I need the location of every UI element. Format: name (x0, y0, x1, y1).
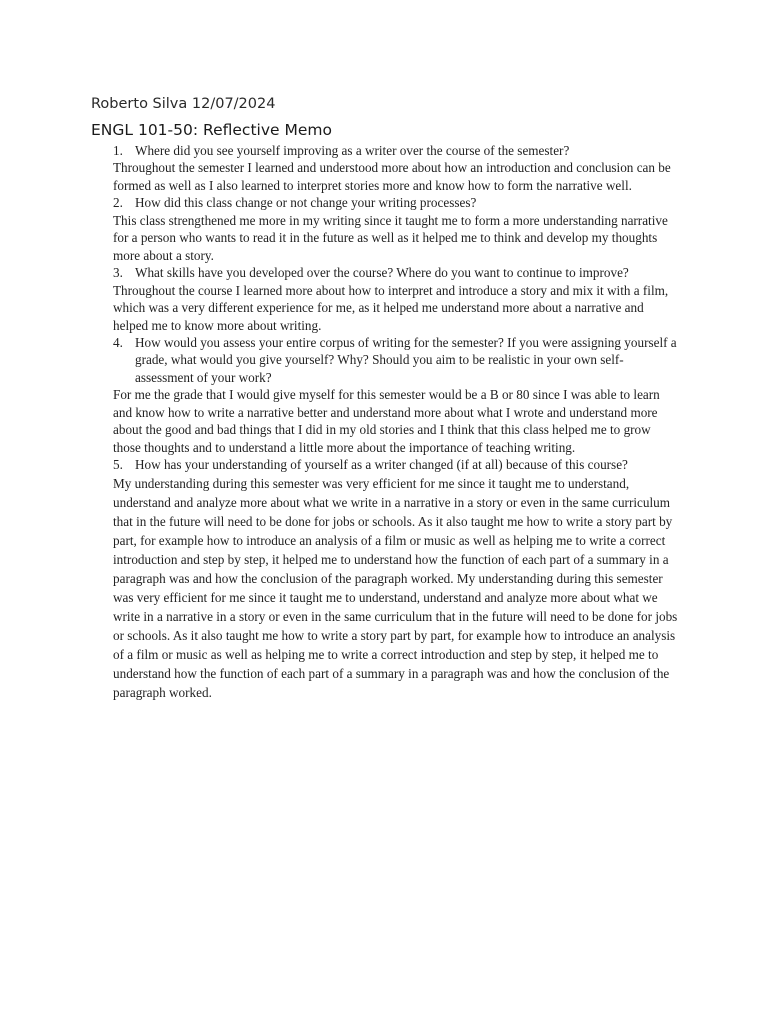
question (113, 264, 679, 281)
question (113, 456, 679, 473)
question-text: How has your understanding of yourself as a writer changed (if at all) because of this course? (135, 457, 628, 473)
question-text: Where did you see yourself improving as a writer over the course of the semester? (135, 143, 570, 158)
memo-item-2 (113, 194, 679, 264)
question-text: How did this class change or not change your writing processes? (135, 195, 477, 211)
document-title: ENGL 101-50: Reflective Memo (91, 121, 332, 139)
question-text: How would you assess your entire corpus of writing for the semester? If you were assigning yourself a grade, what would you give yourself? Why? Should you aim to be realistic in your own self-assessment of your work? (135, 334, 677, 385)
question-number: 3. (113, 265, 123, 281)
question-number: 1. (113, 143, 123, 158)
question-text: What skills have you developed over the course? Where do you want to continue to improve? (135, 265, 629, 281)
answer: Throughout the semester I learned and understood more about how an introduction and conclusion can be formed as well as I also learned to interpret stories more and know how to form the narrative well. (113, 160, 671, 193)
memo-item-4 (113, 334, 679, 456)
question (113, 334, 679, 386)
author-date-line: Roberto Silva 12/07/2024 (91, 96, 276, 112)
memo-item-5 (113, 456, 679, 701)
memo-item-1 (113, 142, 679, 194)
memo-item-3 (113, 264, 679, 334)
answer: My understanding during this semester was very efficient for me since it taught me to understand, understand and analyze more about what we write in a narrative in a story or even in the same curriculum that in the future will need to be done for jobs or schools. As it also taught me how to write a story part by part, for example how to introduce an analysis of a film or music as well as helping me to write a correct introduction and step by step, it helped me to understand how the function of each part of a summary in a paragraph was and how the conclusion of the paragraph worked. My understanding during this semester was very efficient for me since it taught me to understand, understand and analyze more about what we write in a narrative in a story or even in the same curriculum that in the future will need to be done for jobs or schools. As it also taught me how to write a story part by part, for example how to introduce an analysis of a film or music as well as helping me to write a correct introduction and step by step, it helped me to understand how the function of each part of a summary in a paragraph was and how the conclusion of the paragraph worked. (113, 475, 678, 700)
question (113, 194, 679, 211)
question-number: 5. (113, 457, 123, 473)
question-number: 2. (113, 195, 123, 211)
answer: This class strengthened me more in my writing since it taught me to form a more understanding narrative for a person who wants to read it in the future as well as it helped me to think and develop my thoughts more about a story. (113, 212, 668, 263)
question-number: 4. (113, 334, 123, 350)
answer: Throughout the course I learned more about how to interpret and introduce a story and mix it with a film, which was a very different experience for me, as it helped me understand more about a narrative and helped me to know more about writing. (113, 282, 669, 333)
question (113, 142, 679, 159)
answer: For me the grade that I would give myself for this semester would be a B or 80 since I was able to learn and know how to write a narrative better and understand more about what I wrote and understand more about the good and bad things that I did in my old stories and I think that this class helped me to grow those thoughts and to understand a little more about the importance of teaching writing. (113, 387, 660, 455)
memo-body (113, 142, 679, 702)
